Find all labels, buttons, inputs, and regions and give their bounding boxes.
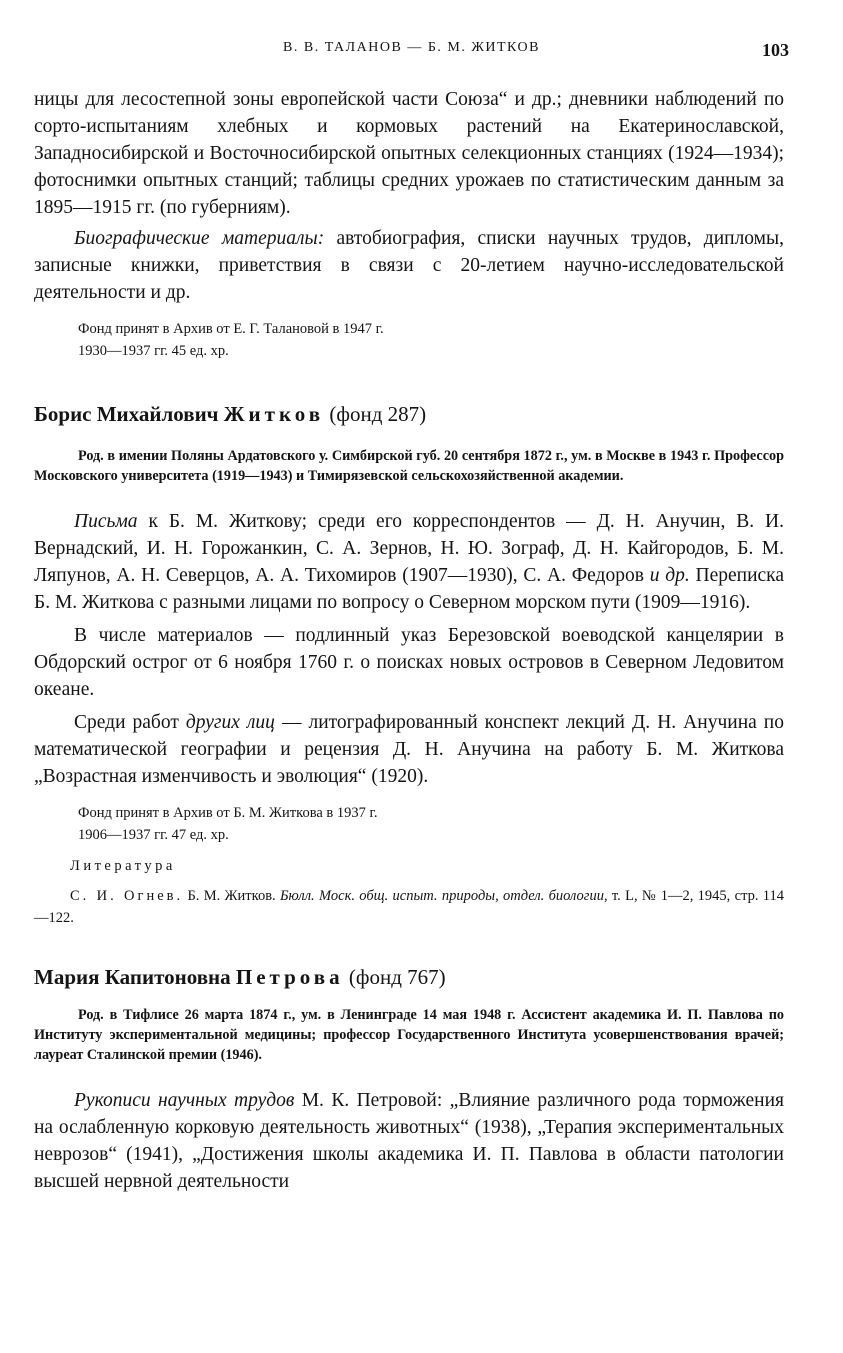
manuscripts-paragraph [34,1087,784,1195]
literature-label: Литература [70,858,176,874]
fund-note-line: Фонд принят в Архив от Б. М. Житкова в 1937 г. [78,805,378,821]
works-paragraph [34,709,784,790]
manuscripts-label: Рукописи научных трудов [74,1090,295,1111]
page-header [34,40,789,64]
fund-note-line: Фонд принят в Архив от Е. Г. Талановой в 1947 г. [78,321,384,337]
bio-note-petrova: Род. в Тифлисе 26 марта 1874 г., ум. в Ленинграде 14 мая 1948 г. Ассистент академика И. П. Павлова по Институту экспериментальной медицины; профессор Государственного Института усовершенствования врачей; лауреат Сталинской премии (1946). [34,1007,784,1063]
works-text: — литографированный конспект лекций Д. Н. Анучина по математической географии и рецензия Д. Н. Анучина на работу Б. М. Житкова „Возрастная изменчивость и эволюция“ (1920). [34,712,784,787]
heading-surname: Петрова [235,965,344,989]
bio-materials-label: Биографические материалы: [74,228,325,249]
literature-journal: Бюлл. Моск. общ. испыт. природы, отдел. биологии, [280,888,608,904]
materials-paragraph: В числе материалов — подлинный указ Березовской воеводской канцелярии в Обдорский острог от 6 ноября 1760 г. о поисках новых островов в Северном Ледовитом океане. [34,625,784,700]
section-heading-zhitkov [34,400,784,428]
heading-fund: (фонд 287) [324,402,427,426]
letters-paragraph [34,508,784,616]
letters-text-b: Переписка Б. М. Житкова с разными лицами по вопросу о Северном морском пути (1909—1916). [34,565,784,613]
fund-note-zhitkov [34,802,784,846]
fund-note-line: 1930—1937 гг. 45 ед. хр. [78,343,229,359]
section-heading-petrova [34,963,784,991]
running-head: В. В. ТАЛАНОВ — Б. М. ЖИТКОВ [283,40,540,55]
continuation-paragraph: ницы для лесостепной зоны европейской части Союза“ и др.; дневники наблюдений по сорто-испытаниям хлебных и кормовых растений на Екатеринославской, Западносибирской и Восточносибирской опытных селекционных станциях (1924—1934); фотоснимки опытных станций; таблицы средних урожаев по статистическим данным за 1895—1915 гг. (по губерниям). [34,89,784,218]
works-italic: других лиц [185,712,275,733]
heading-name: Мария Капитоновна [34,965,231,989]
manuscripts-text: М. К. Петровой: „Влияние различного рода торможения на ослабленную корковую деятельность животных“ (1938), „Терапия экспериментальных неврозов“ (1941), „Достижения школы академика И. П. Павлова в области патологии высшей нервной деятельности [34,1090,785,1192]
bio-materials-paragraph [34,225,784,306]
literature-entry [34,885,784,929]
literature-text: Б. М. Житков. [183,888,280,904]
fund-note-line: 1906—1937 гг. 47 ед. хр. [78,827,229,843]
works-prefix: Среди работ [74,712,186,733]
page-number: 103 [762,40,789,60]
letters-italic: и др. [649,565,690,586]
heading-surname: Житков [223,402,325,426]
bio-materials-text: автобиография, списки научных трудов, дипломы, записные книжки, приветствия в связи с 20-летием научно-исследовательской деятельности и др. [34,228,784,303]
literature-author: С. И. Огнев. [70,888,184,904]
bio-note-zhitkov: Род. в имении Поляны Ардатовского у. Симбирской губ. 20 сентября 1872 г., ум. в Москве в 1943 г. Профессор Московского университета (1919—1943) и Тимирязевской сельскохозяйственной академии. [34,448,784,484]
heading-fund: (фонд 767) [343,965,446,989]
letters-label: Письма [74,511,138,532]
page-content [34,86,784,1195]
fund-note-talanov [34,318,784,362]
letters-text-a: к Б. М. Житкову; среди его корреспондентов — Д. Н. Анучин, В. И. Вернадский, И. Н. Горожанкин, С. А. Зернов, Н. Ю. Зограф, Д. Н. Кайгородов, Б. М. Ляпунов, А. Н. Северцов, А. А. Тихомиров (1907—1930), С. А. Федоров [34,511,784,586]
heading-name: Борис Михайлович [34,402,219,426]
literature-tail: т. L, № 1—2, 1945, стр. 114—122. [34,888,784,926]
